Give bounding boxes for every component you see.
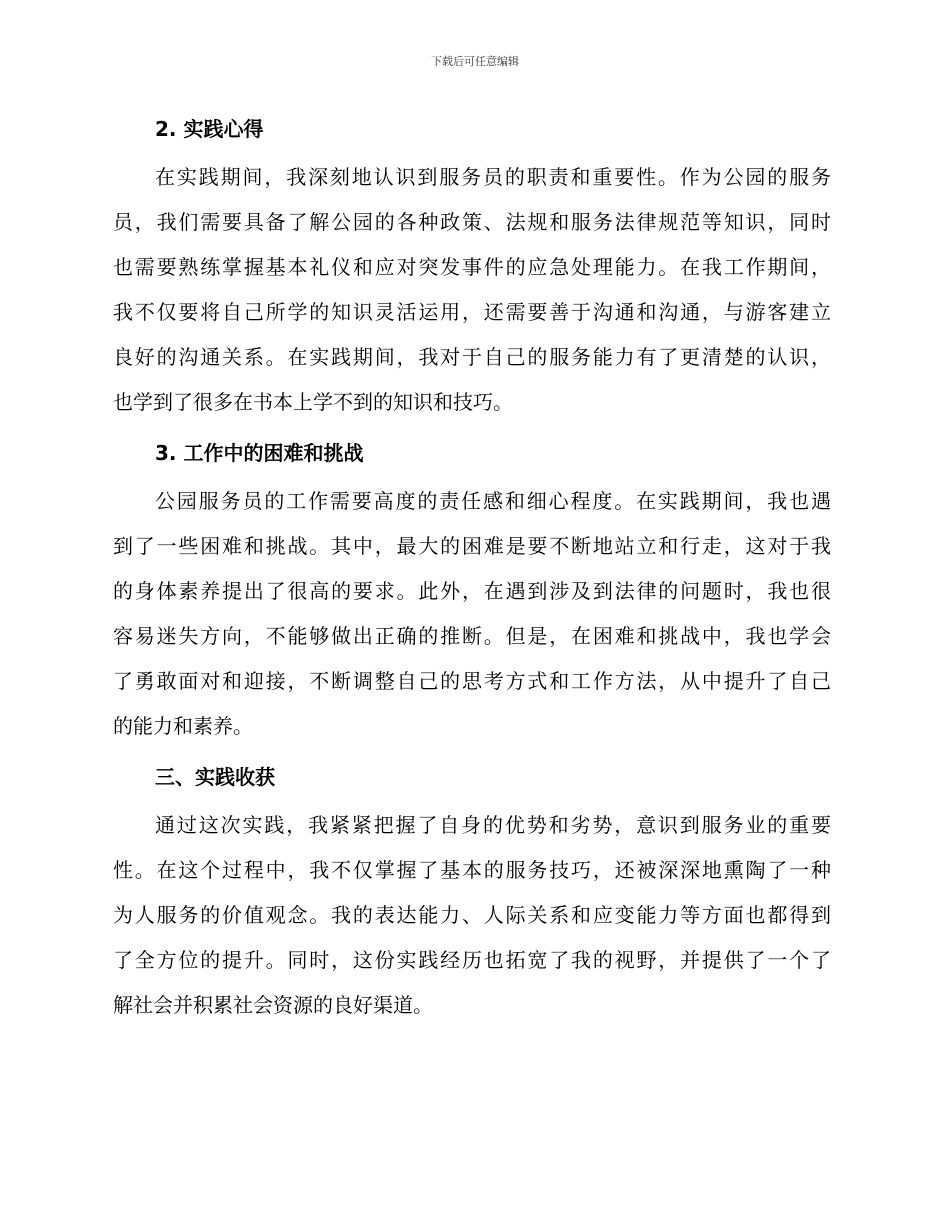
paragraph-line: 为人服务的价值观念。我的表达能力、人际关系和应变能力等方面也都得到 (113, 903, 831, 927)
paragraph-line: 公园服务员的工作需要高度的责任感和细心程度。在实践期间，我也遇 (155, 489, 831, 513)
section-difficulties-challenges (113, 438, 831, 762)
section-practice-gains (113, 762, 831, 1028)
section-heading: 2. 实践心得 (155, 117, 264, 141)
section-practice-experience (113, 114, 831, 438)
paragraph-line: 良好的沟通关系。在实践期间，我对于自己的服务能力有了更清楚的认识， (113, 345, 831, 369)
paragraph-line: 也需要熟练掌握基本礼仪和应对突发事件的应急处理能力。在我工作期间， (113, 255, 831, 279)
paragraph-line: 也学到了很多在书本上学不到的知识和技巧。 (113, 390, 513, 414)
section-heading: 3. 工作中的困难和挑战 (155, 441, 364, 465)
paragraph-line: 通过这次实践，我紧紧把握了自身的优势和劣势，意识到服务业的重要 (155, 813, 831, 837)
paragraph-line: 性。在这个过程中，我不仅掌握了基本的服务技巧，还被深深地熏陶了一种 (113, 858, 831, 882)
section-paragraph (113, 803, 831, 1028)
paragraph-line: 的能力和素养。 (113, 714, 253, 738)
paragraph-line: 容易迷失方向，不能够做出正确的推断。但是，在困难和挑战中，我也学会 (113, 624, 831, 648)
section-paragraph (113, 155, 831, 425)
page-header: 下载后可任意编辑 (431, 55, 519, 68)
paragraph-line: 员，我们需要具备了解公园的各种政策、法规和服务法律规范等知识，同时 (113, 210, 831, 234)
paragraph-line: 到了一些困难和挑战。其中，最大的困难是要不断地站立和行走，这对于我 (113, 534, 831, 558)
paragraph-line: 的身体素养提出了很高的要求。此外，在遇到涉及到法律的问题时，我也很 (113, 579, 831, 603)
paragraph-line: 在实践期间，我深刻地认识到服务员的职责和重要性。作为公园的服务 (155, 165, 831, 189)
section-paragraph (113, 479, 831, 749)
document-body (113, 114, 831, 1028)
paragraph-line: 了勇敢面对和迎接，不断调整自己的思考方式和工作方法，从中提升了自己 (113, 669, 831, 693)
section-heading: 三、实践收获 (155, 765, 275, 789)
paragraph-line: 了全方位的提升。同时，这份实践经历也拓宽了我的视野，并提供了一个了 (113, 948, 831, 972)
paragraph-line: 我不仅要将自己所学的知识灵活运用，还需要善于沟通和沟通，与游客建立 (113, 300, 831, 324)
paragraph-line: 解社会并积累社会资源的良好渠道。 (113, 993, 433, 1017)
